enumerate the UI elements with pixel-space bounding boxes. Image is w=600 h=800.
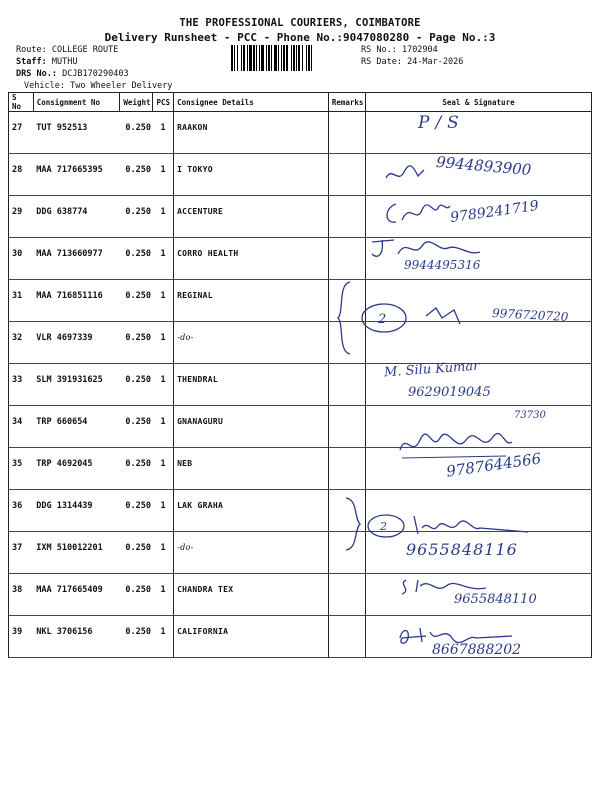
cell-pcs: 1 <box>153 364 174 406</box>
rs-date-label: RS Date: <box>361 57 402 67</box>
cell-weight: 0.250 <box>120 532 153 574</box>
cell-weight: 0.250 <box>120 490 153 532</box>
rs-date-line <box>361 57 463 67</box>
cell-sno: 31 <box>9 280 34 322</box>
cell-weight: 0.250 <box>120 238 153 280</box>
cell-consignment: MAA 716851116 <box>33 280 120 322</box>
handwriting-phone-35: 9787644566 <box>445 449 543 481</box>
company-name: THE PROFESSIONAL COURIERS, COIMBATORE <box>179 17 421 29</box>
route-value: COLLEGE ROUTE <box>51 45 119 55</box>
barcode <box>231 45 357 71</box>
signature-37 <box>410 512 530 540</box>
cell-weight: 0.250 <box>120 448 153 490</box>
cell-remarks <box>328 574 365 616</box>
cell-consignment: TUT 952513 <box>33 112 120 154</box>
rs-no-label: RS No.: <box>361 45 397 55</box>
cell-sno: 35 <box>9 448 34 490</box>
cell-sno: 29 <box>9 196 34 238</box>
cell-sno: 36 <box>9 490 34 532</box>
handwriting-phone-39: 8667888202 <box>432 642 522 658</box>
col-seal: Seal & Signature <box>365 93 591 112</box>
cell-remarks <box>328 154 365 196</box>
cell-sno: 28 <box>9 154 34 196</box>
cell-weight: 0.250 <box>120 364 153 406</box>
cell-consignee: RAAKON <box>174 112 329 154</box>
cell-pcs: 1 <box>153 196 174 238</box>
staff-line <box>16 57 77 67</box>
handwriting-ps: P/S <box>418 113 465 133</box>
cell-consignee: NEB <box>174 448 329 490</box>
drs-value: DCJB170290403 <box>62 69 129 79</box>
cell-remarks <box>328 406 365 448</box>
rs-no-line <box>361 45 438 55</box>
cell-consignment: SLM 391931625 <box>33 364 120 406</box>
cell-consignee: LAK GRAHA <box>174 490 329 532</box>
drs-line <box>16 69 129 79</box>
col-consignment: Consignment No <box>33 93 120 112</box>
handwriting-phone-37: 9655848116 <box>406 540 518 559</box>
handwriting-phone-38: 9655848110 <box>454 592 537 607</box>
cell-remarks <box>328 616 365 658</box>
signature-29 <box>382 198 452 228</box>
table-row <box>9 112 592 154</box>
cell-sno: 30 <box>9 238 34 280</box>
runsheet-subtitle: Delivery Runsheet - PCC - Phone No.:9047080280 - Page No.:3 <box>104 31 496 44</box>
cell-weight: 0.250 <box>120 154 153 196</box>
col-weight: Weight <box>120 93 153 112</box>
cell-sno: 33 <box>9 364 34 406</box>
vehicle-label: Vehicle: <box>24 81 65 91</box>
cell-sno: 34 <box>9 406 34 448</box>
cell-remarks <box>328 196 365 238</box>
cell-weight: 0.250 <box>120 112 153 154</box>
svg-text:2: 2 <box>380 520 387 533</box>
cell-consignee: GNANAGURU <box>174 406 329 448</box>
cell-consignment: VLR 4697339 <box>33 322 120 364</box>
cell-weight: 0.250 <box>120 616 153 658</box>
cell-sno: 38 <box>9 574 34 616</box>
cell-pcs: 1 <box>153 616 174 658</box>
vehicle-value: Two Wheeler Delivery <box>70 81 173 91</box>
cell-pcs: 1 <box>153 490 174 532</box>
cell-consignee: -do- <box>174 322 329 364</box>
cell-consignee: I TOKYO <box>174 154 329 196</box>
cell-consignee: CHANDRA TEX <box>174 574 329 616</box>
cell-sno: 37 <box>9 532 34 574</box>
cell-consignment: MAA 713660977 <box>33 238 120 280</box>
route-line <box>16 45 118 55</box>
cell-remarks <box>328 238 365 280</box>
table-header-row <box>9 93 592 112</box>
cell-consignee: CORRO HEALTH <box>174 238 329 280</box>
cell-consignment: IXM 510012201 <box>33 532 120 574</box>
cell-consignment: DDG 638774 <box>33 196 120 238</box>
handwriting-phone-28: 9944893900 <box>435 152 533 180</box>
cell-consignment: TRP 4692045 <box>33 448 120 490</box>
cell-pcs: 1 <box>153 112 174 154</box>
cell-weight: 0.250 <box>120 322 153 364</box>
handwriting-phone-33: 9629019045 <box>408 385 491 400</box>
cell-consignment: TRP 660654 <box>33 406 120 448</box>
staff-label: Staff: <box>16 57 47 67</box>
cell-pcs: 1 <box>153 406 174 448</box>
col-consignee: Consignee Details <box>174 93 329 112</box>
cell-consignment: DDG 1314439 <box>33 490 120 532</box>
cell-pcs: 1 <box>153 280 174 322</box>
cell-consignee: THENDRAL <box>174 364 329 406</box>
signature-32 <box>424 304 464 326</box>
svg-text:2: 2 <box>378 312 387 327</box>
brace-31-32 <box>334 278 424 358</box>
cell-remarks <box>328 364 365 406</box>
rs-date-value: 24-Mar-2026 <box>407 57 464 67</box>
cell-sno: 32 <box>9 322 34 364</box>
table-row <box>9 322 592 364</box>
cell-consignee: REGINAL <box>174 280 329 322</box>
table-row <box>9 364 592 406</box>
cell-remarks <box>328 112 365 154</box>
cell-weight: 0.250 <box>120 406 153 448</box>
cell-pcs: 1 <box>153 448 174 490</box>
handwriting-num-34: 73730 <box>514 410 546 421</box>
handwriting-phone-29: 9789241719 <box>449 197 540 227</box>
route-label: Route: <box>16 45 47 55</box>
cell-pcs: 1 <box>153 574 174 616</box>
cell-consignee: CALIFORNIA <box>174 616 329 658</box>
handwriting-phone-32: 9976720720 <box>491 306 569 324</box>
cell-sno: 27 <box>9 112 34 154</box>
cell-pcs: 1 <box>153 532 174 574</box>
cell-weight: 0.250 <box>120 574 153 616</box>
cell-consignee: ACCENTURE <box>174 196 329 238</box>
cell-seal <box>365 112 591 154</box>
staff-value: MUTHU <box>51 57 78 67</box>
vehicle-line <box>24 81 172 91</box>
cell-sno: 39 <box>9 616 34 658</box>
cell-weight: 0.250 <box>120 196 153 238</box>
cell-remarks <box>328 448 365 490</box>
col-sno: S No <box>9 93 34 112</box>
col-remarks: Remarks <box>328 93 365 112</box>
cell-pcs: 1 <box>153 154 174 196</box>
cell-consignment: MAA 717665395 <box>33 154 120 196</box>
handwriting-name-33: M. Silu Kumar <box>383 358 480 381</box>
cell-consignment: MAA 717665409 <box>33 574 120 616</box>
cell-consignment: NKL 3706156 <box>33 616 120 658</box>
rs-no-value: 1702904 <box>401 45 438 55</box>
table-row <box>9 238 592 280</box>
cell-consignee: -do- <box>174 532 329 574</box>
drs-label: DRS No.: <box>16 69 57 79</box>
cell-pcs: 1 <box>153 238 174 280</box>
col-pcs: PCS <box>153 93 174 112</box>
handwriting-phone-30: 9944495316 <box>404 258 481 272</box>
signature-28 <box>384 158 428 188</box>
cell-pcs: 1 <box>153 322 174 364</box>
cell-weight: 0.250 <box>120 280 153 322</box>
